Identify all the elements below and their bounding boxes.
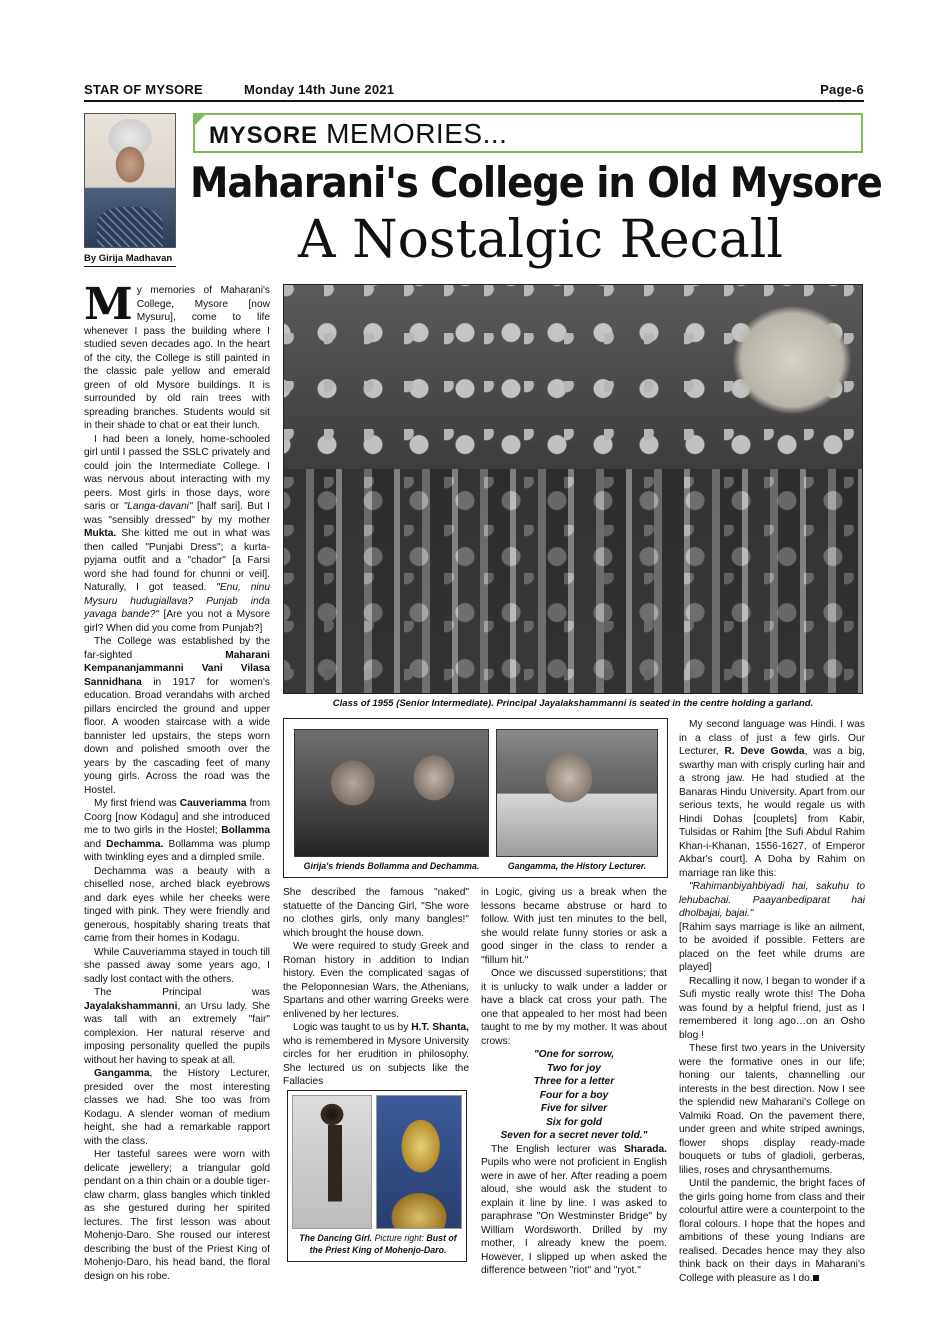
end-mark (813, 1275, 819, 1281)
poem-line: Three for a letter (533, 1076, 615, 1087)
section-label: MYSORE MEMORIES... (209, 118, 508, 149)
poem-line: "One for sorrow, (533, 1049, 615, 1060)
poem-line: Seven for a secret never told." (500, 1130, 648, 1141)
paragraph: Her tasteful sarees were worn with delicate jewellery; a triangular gold pendant on a thin chain or a double tiger-claw charm, glass bangles which tinkled as she gestured during her spirited lectures. The first lesson was about Mohenjo-Daro. She roused our interest describing the bust of the Priest King of Mohenjo-Daro, his head band, the floral design on his robe. (84, 1149, 270, 1282)
paragraph: Recalling it now, I began to wonder if a Sufi mystic really wrote this! The Doha was found by a helpful friend, just as I remembered it long ago…on an Osho blog ! (679, 975, 865, 1041)
dancing-girl-photo (292, 1095, 372, 1229)
crow-rhyme (481, 1048, 667, 1143)
byline: By Girija Madhavan (84, 253, 173, 264)
paragraph: The Principal was Jayalakshammanni, an Ursu lady. She was tall with an extremely "fair" complexion. Her natural reserve and imposing personality quelled the pupils without her having to speak at all. (84, 987, 270, 1066)
page-header (84, 80, 864, 102)
article-column-3 (481, 886, 667, 1278)
paragraph: Gangamma, the History Lecturer, presided over the most interesting classes we had. She too was from Kodagu. A slender woman of medium height, she had a remarkable rapport with the class. (84, 1068, 270, 1147)
poem-line: Two for joy (547, 1062, 601, 1074)
article-column-2 (283, 886, 469, 1089)
subheadline: A Nostalgic Recall (298, 210, 783, 270)
drop-cap: M (84, 279, 133, 330)
byline-rule (84, 266, 176, 267)
paragraph: Logic was taught to us by H.T. Shanta, who is remembered in Mysore University circles for her erudition in philosophy. She lectured us on subjects like the Fallacies (283, 1022, 469, 1087)
paragraph: We were required to study Greek and Roman history in addition to Indian history. Even the complicated sagas of the Peloponnesian Wars, the Athenians, Spartans and other warring Greeks were enlivened by her lectures. (283, 941, 469, 1020)
doha-quote: "Rahimanbiyahbiyadi hai, sakuhu to lehubachai. Paayanbediparat hai dholbajai, bajai." (679, 881, 865, 919)
poem-line: Six for gold (545, 1116, 603, 1128)
paragraph: [Rahim says marriage is like an ailment, to be avoided if possible. Fetters are placed on the feet while drums are played] (679, 921, 865, 973)
article-column-4 (679, 718, 865, 1285)
poem-line: Five for silver (540, 1103, 608, 1114)
priest-king-photo (376, 1095, 462, 1229)
lecturer-photo-caption: Gangamma, the History Lecturer. (507, 861, 647, 871)
paragraph: My first friend was Cauveriamma from Coorg [now Kodagu] and she introduced me to two girls in the Hostel; Bollamma and Dechamma. Bollamma was plump with twinkling eyes and a dimpled smile. (84, 798, 270, 863)
paragraph: Dechamma was a beauty with a chiselled nose, arched black eyebrows and dark eyes while her cheeks were tinged with pink. They were friendly and generous, hospitably sharing treats that came from their homes in Kodagu. (84, 865, 270, 944)
friends-photo (294, 729, 489, 857)
class-photo-caption: Class of 1955 (Senior Intermediate). Principal Jayalakshammanni is seated in the centre holding a garland. (332, 698, 814, 709)
article-column-1 (84, 279, 270, 1283)
issue-date: Monday 14th June 2021 (244, 82, 395, 97)
paragraph: in Logic, giving us a break when the lessons became abstruse or hard to follow. With just ten minutes to the bell, she would relate funny stories or ask a good singer in the class to render a "fillum hit." (481, 887, 667, 966)
section-label-box (193, 113, 863, 153)
paragraph: My memories of Maharani's College, Mysore [now Mysuru], come to life whenever I pass the building where I studied seven decades ago. In the heart of the city, the College is still painted in the classic pale yellow and emerald green of old Mysore buildings. It is surrounded by old rain trees with spreading branches. Students would sit in their shade to chat or eat their lunch. (84, 279, 270, 431)
author-photo (84, 113, 176, 248)
paragraph: She described the famous "naked" statuette of the Dancing Girl, "She wore no clothes girls, only many bangles!" which brought the house down. (283, 887, 469, 939)
paragraph: While Cauveriamma stayed in touch till she passed away some years ago, I sadly lost contact with the others. (84, 946, 270, 985)
artifact-photos (287, 1090, 467, 1262)
paragraph: My second language was Hindi. I was in a class of just a few girls. Our Lecturer, R. Deve Gowda, was a big, swarthy man with crisply curling hair and a strong jaw. He had studied at the Banaras Hindu University. Apart from our serious texts, he would regale us with Hindi Dohas [couplets] from Kabir, Tulsidas or Rahim [the Sufi Abdul Rahim Khan-i-Khanan, 1556-1627, of Emperor Akbar's court]. A Doha by Rahim on marriage ran like this: (679, 719, 865, 879)
section-flag (193, 113, 207, 127)
paragraph: The English lecturer was Sharada. Pupils who were not proficient in English were in awe of her. After reading a poem aloud, she would ask the student to explain it line by line. I was asked to paraphrase "On Westminster Bridge" by William Wordsworth. Drilled by my mother, I already knew the poem. However, I slipped up when asked the difference between "riot" and "ryot." (481, 1143, 667, 1276)
page-number: Page-6 (820, 82, 864, 97)
paragraph: The College was established by the far-sighted Maharani Kempananjammanni Vani Vilasa Sannidhana in 1917 for women's education. Broad verandahs with arched pillars encircled the ground and upper floor. A wooden staircase with a wide bannister led upstairs, the steps worn down and polished smooth over the years by the cascading feet of many young girls. Across the road was the Hostel. (84, 636, 270, 796)
paragraph: Until the pandemic, the bright faces of the girls going home from class and their colourful attire were a counterpoint to the floral colours. I hope that the hopes and ambitions of these young Indians are realised. Decades hence may they also think back on their days in Maharani's College with pleasure as I do. (679, 1178, 865, 1284)
publication-name: STAR OF MYSORE (84, 82, 203, 97)
artifact-caption: The Dancing Girl. Picture right: Bust of the Priest King of Mohenjo-Daro. (299, 1233, 457, 1255)
friends-photo-caption: Girija's friends Bollamma and Dechamma. (303, 861, 480, 871)
lecturer-photo (496, 729, 658, 857)
class-photo (283, 284, 863, 694)
poem-line: Four for a boy (539, 1089, 609, 1101)
paragraph: Once we discussed superstitions; that it is unlucky to walk under a ladder or have a black cat cross your path. The one that appealed to her most had been taught to me by my mother. It was about crows: (481, 968, 667, 1047)
paragraph: I had been a lonely, home-schooled girl until I passed the SSLC privately and could join the Intermediate College. I was nervous about interacting with my peers. Most girls in those days, wore saris or "Langa-davani" [half sari]. But I was "sensibly dressed" by my mother Mukta. She kitted me out in what was then called "Punjabi Dress"; a kurta-pyjama outfit and a "chador" [a Farsi word she had found for chunni or veil]. Naturally, I got teased. "Enu, ninu Mysuru hudugiallava? Punjab inda yavaga bande?" [Are you not a Mysore girl? When did you come from Punjab?] (84, 433, 270, 634)
inset-photos (283, 718, 668, 878)
headline: Maharani's College in Old Mysore (190, 158, 882, 207)
paragraph: These first two years in the University were the formative ones in our life; honing our talents, channelling our interests in the best direction. Now I see the splendid new Maharani's College on Valmiki Road. On the pavement there, under green and white striped awnings, flower shops display ready-made bouquets or tubs of gladioli, gerberas, lilies, roses and chrysanthemums. (679, 1043, 865, 1176)
